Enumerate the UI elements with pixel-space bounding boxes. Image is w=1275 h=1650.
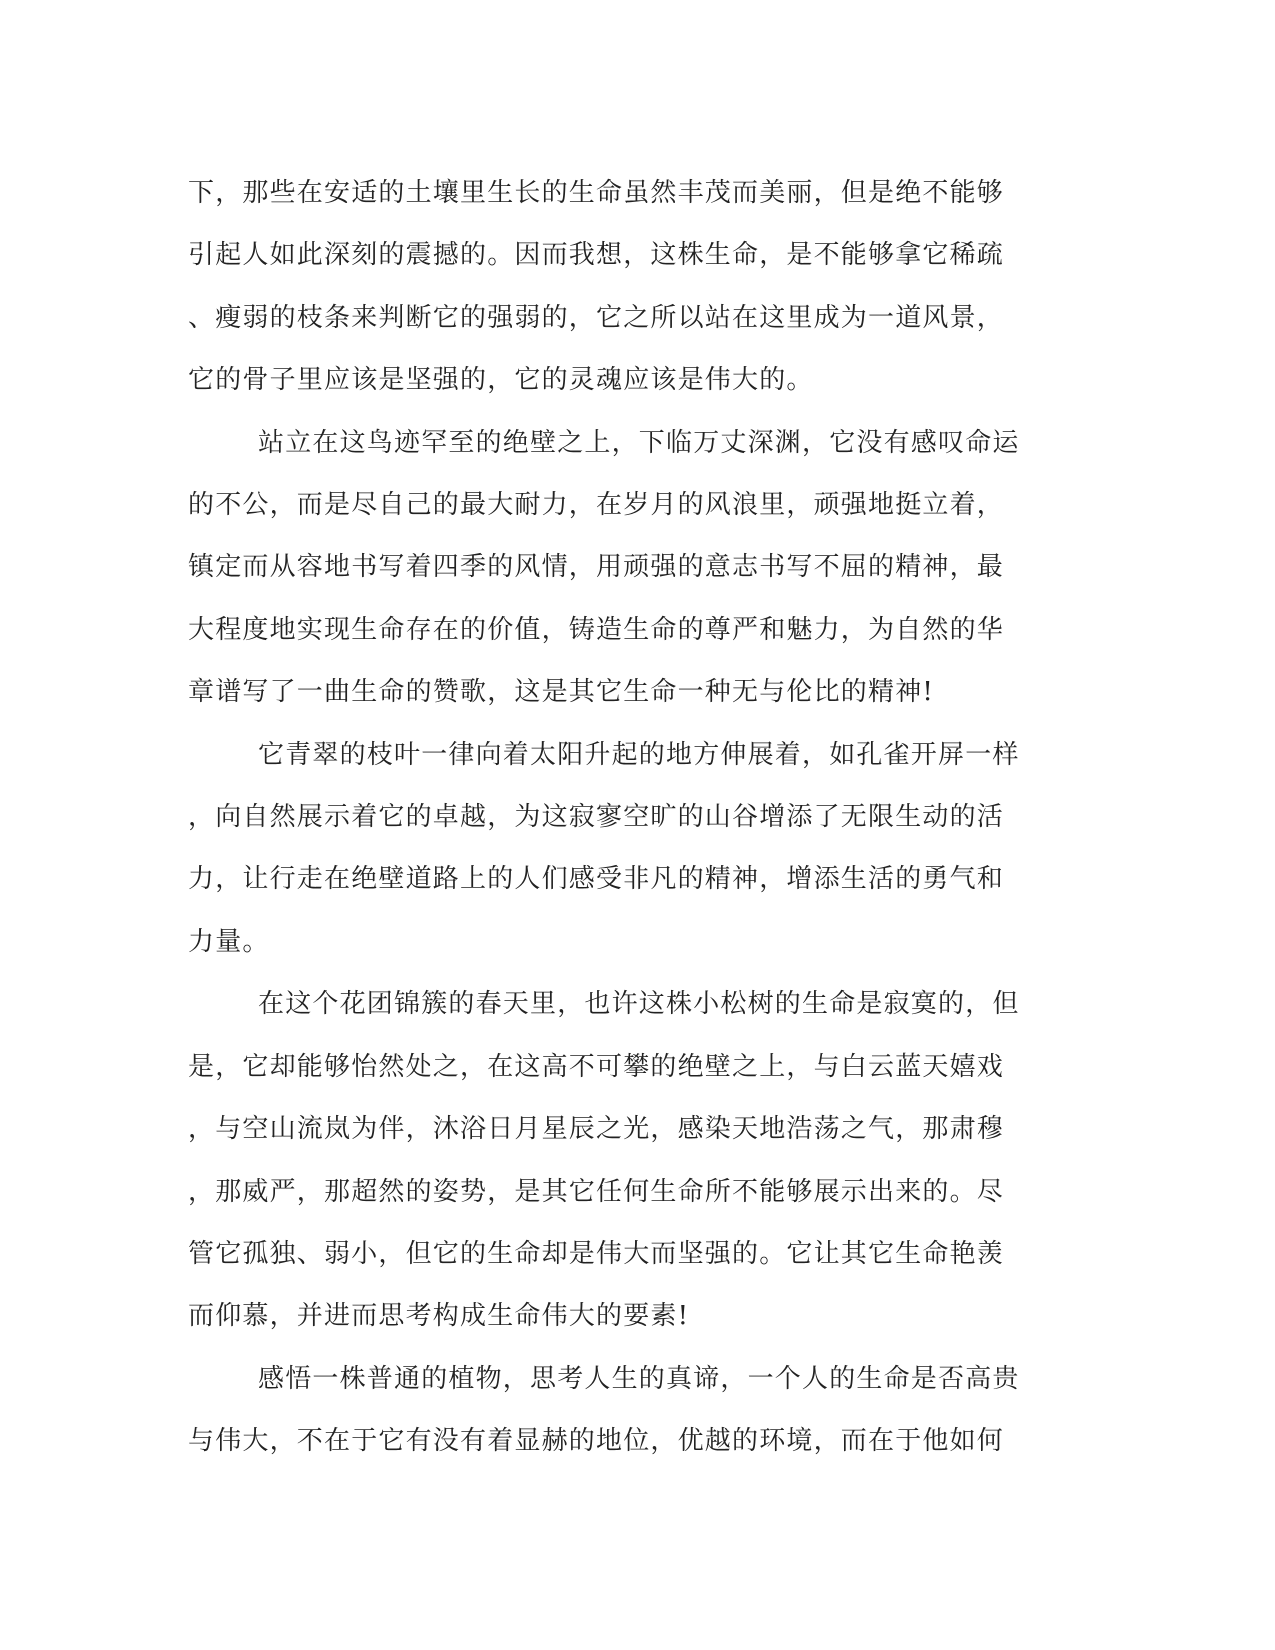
text-line: 、瘦弱的枝条来判断它的强弱的，它之所以站在这里成为一道风景， (188, 302, 1005, 333)
text-line: 的不公，而是尽自己的最大耐力，在岁月的风浪里，顽强地挺立着， (188, 490, 1005, 521)
text-line: 下，那些在安适的土壤里生长的生命虽然丰茂而美丽，但是绝不能够 (188, 178, 1005, 208)
text-line: 力量。 (188, 926, 270, 957)
text-line: ，与空山流岚为伴，沐浴日月星辰之光，感染天地浩荡之气，那肃穆 (188, 1114, 1005, 1145)
text-line-paragraph-start: 在这个花团锦簇的春天里，也许这株小松树的生命是寂寞的，但 (258, 989, 1020, 1020)
text-line: 管它孤独、弱小，但它的生命却是伟大而坚强的。它让其它生命艳羡 (188, 1238, 1005, 1269)
text-line: 章谱写了一曲生命的赞歌，这是其它生命一种无与伦比的精神! (188, 677, 935, 708)
text-line-paragraph-start: 站立在这鸟迹罕至的绝壁之上，下临万丈深渊，它没有感叹命运 (258, 427, 1020, 458)
text-line: ，那威严，那超然的姿势，是其它任何生命所不能够展示出来的。尽 (188, 1176, 1005, 1207)
text-line-paragraph-start: 感悟一株普通的植物，思考人生的真谛，一个人的生命是否高贵 (258, 1363, 1020, 1394)
text-line: 镇定而从容地书写着四季的风情，用顽强的意志书写不屈的精神，最 (188, 552, 1005, 583)
text-line-paragraph-start: 它青翠的枝叶一律向着太阳升起的地方伸展着，如孔雀开屏一样 (258, 739, 1020, 770)
text-line: 与伟大，不在于它有没有着显赫的地位，优越的环境，而在于他如何 (188, 1426, 1005, 1457)
text-line: ，向自然展示着它的卓越，为这寂寥空旷的山谷增添了无限生动的活 (188, 802, 1005, 833)
text-line: 大程度地实现生命存在的价值，铸造生命的尊严和魅力，为自然的华 (188, 614, 1005, 645)
text-line: 而仰慕，并进而思考构成生命伟大的要素! (188, 1301, 690, 1332)
document-body (188, 162, 1078, 1473)
text-line: 是，它却能够怡然处之，在这高不可攀的绝壁之上，与白云蓝天嬉戏 (188, 1051, 1005, 1082)
text-line: 它的骨子里应该是坚强的，它的灵魂应该是伟大的。 (188, 365, 814, 396)
text-line: 力，让行走在绝壁道路上的人们感受非凡的精神，增添生活的勇气和 (188, 864, 1005, 895)
text-line: 引起人如此深刻的震撼的。因而我想，这株生命，是不能够拿它稀疏 (188, 240, 1005, 271)
